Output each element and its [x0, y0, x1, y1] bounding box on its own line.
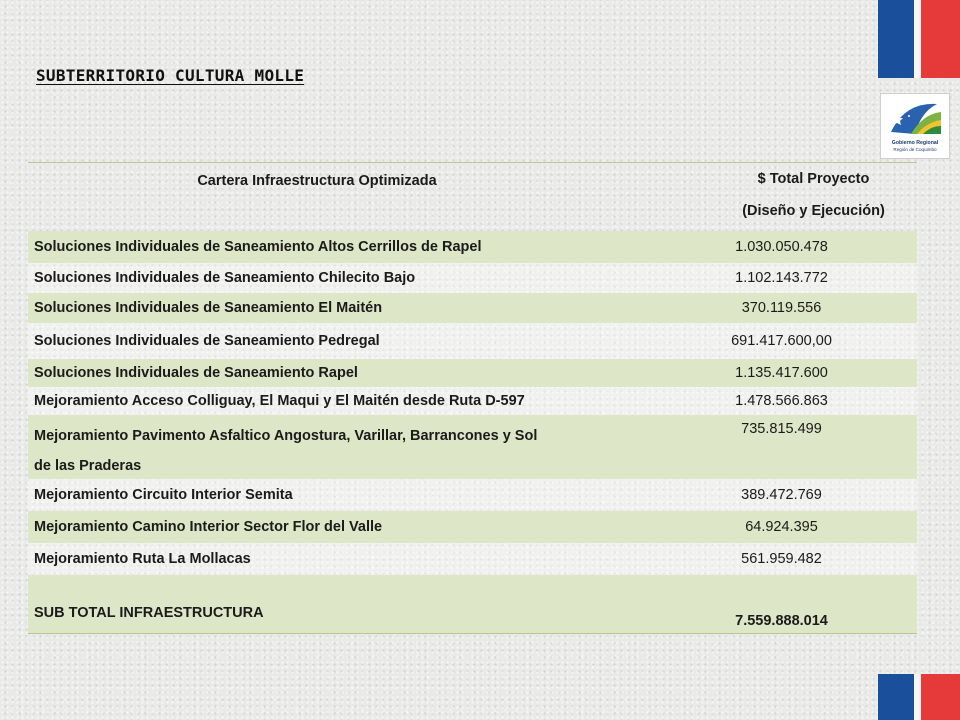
project-name-cell: Soluciones Individuales de Saneamiento Rapel — [34, 365, 358, 381]
infrastructure-table — [28, 162, 917, 634]
project-amount-cell: 1.478.566.863 — [735, 393, 828, 409]
project-amount-cell: 561.959.482 — [741, 551, 822, 567]
flag-red-stripe — [921, 0, 960, 78]
header-total-line2: (Diseño y Ejecución) — [742, 203, 885, 219]
total-amount-cell: 7.559.888.014 — [735, 613, 828, 629]
table-row — [28, 323, 917, 359]
project-amount-cell: 389.472.769 — [741, 487, 822, 503]
table-row — [28, 479, 917, 511]
header-total-cell — [646, 163, 917, 227]
table-header-row — [28, 163, 917, 231]
header-total-line1: $ Total Proyecto — [757, 171, 870, 187]
project-name-cell: Mejoramiento Circuito Interior Semita — [34, 487, 293, 503]
flag-blue-stripe — [878, 0, 914, 78]
project-name-cell: Soluciones Individuales de Saneamiento Pedregal — [34, 333, 380, 349]
project-name-cell: Soluciones Individuales de Saneamiento El Maitén — [34, 300, 383, 316]
project-amount-cell: 1.102.143.772 — [735, 270, 828, 286]
project-name-line2: de las Praderas — [34, 458, 142, 474]
page-title: SUBTERRITORIO CULTURA MOLLE — [36, 66, 305, 85]
svg-text:Gobierno Regional: Gobierno Regional — [891, 140, 939, 146]
header-project-cell: Cartera Infraestructura Optimizada — [197, 173, 437, 189]
table-row — [28, 263, 917, 293]
table-row — [28, 415, 917, 479]
logo-emblem-icon — [881, 94, 949, 158]
table-row — [28, 543, 917, 575]
project-name-cell: Soluciones Individuales de Saneamiento Altos Cerrillos de Rapel — [34, 239, 482, 255]
table-row — [28, 293, 917, 323]
table-row — [28, 231, 917, 263]
table-row — [28, 359, 917, 387]
project-amount-cell: 735.815.499 — [741, 421, 822, 437]
project-amount-cell: 64.924.395 — [745, 519, 818, 535]
project-name-cell — [28, 415, 646, 481]
project-amount-cell: 1.135.417.600 — [735, 365, 828, 381]
project-name-cell: Mejoramiento Camino Interior Sector Flor del Valle — [34, 519, 383, 535]
project-name-line1: Mejoramiento Pavimento Asfaltico Angostura, Varillar, Barrancones y Sol — [34, 428, 538, 444]
project-amount-cell: 691.417.600,00 — [731, 333, 832, 349]
table-row — [28, 511, 917, 543]
svg-text:Región de Coquimbo: Región de Coquimbo — [893, 147, 937, 152]
total-label-cell: SUB TOTAL INFRAESTRUCTURA — [34, 605, 264, 621]
project-name-cell: Mejoramiento Ruta La Mollacas — [34, 551, 251, 567]
flag-white-stripe — [914, 674, 921, 720]
flag-white-stripe — [914, 0, 921, 78]
project-amount-cell: 370.119.556 — [741, 300, 822, 316]
project-amount-cell: 1.030.050.478 — [735, 239, 828, 255]
flag-red-stripe — [921, 674, 960, 720]
flag-bottom-decoration — [878, 674, 960, 720]
table-total-row — [28, 575, 917, 633]
table-row — [28, 387, 917, 415]
project-name-cell: Mejoramiento Acceso Colliguay, El Maqui y El Maitén desde Ruta D-597 — [34, 393, 525, 409]
gobierno-regional-logo — [880, 93, 950, 159]
flag-blue-stripe — [878, 674, 914, 720]
project-name-cell: Soluciones Individuales de Saneamiento Chilecito Bajo — [34, 270, 416, 286]
flag-top-decoration — [878, 0, 960, 78]
